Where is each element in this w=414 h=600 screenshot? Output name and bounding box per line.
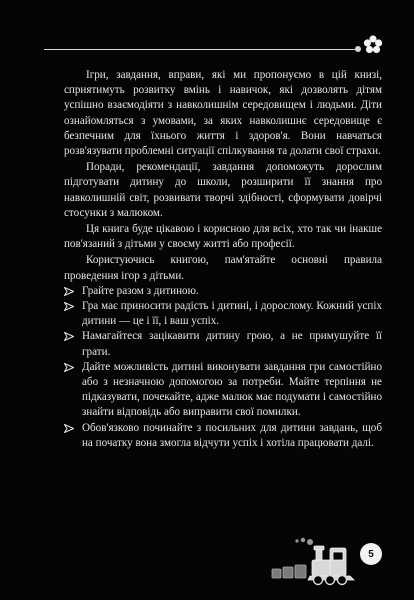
arrow-icon <box>64 424 74 433</box>
header-line <box>44 49 360 50</box>
page-number: 5 <box>360 543 382 565</box>
rule-text: Грайте разом з дитиною. <box>82 284 199 297</box>
rule-item <box>64 360 382 421</box>
arrow-icon <box>64 363 74 372</box>
rule-text: Намагайтеся зацікавити дитину грою, а не примушуйте її грати. <box>82 330 382 358</box>
smoke-puffs <box>295 538 313 545</box>
rule-text: Обов'язково починайте з посильних для дитини завдань, щоб на початку вона змогла відчути успіх і хотіла працювати далі. <box>82 421 382 449</box>
rule-text: Гра має приносити радість і дитині, і дорослому. Кожний успіх дитини — це і її, і ваш успіх. <box>82 300 382 328</box>
audience-paragraph: Ця книга буде цікавою і корисною для всіх, хто так чи інакше пов'язаний з дітьми у своєму житті або професії. <box>64 223 382 251</box>
rule-item <box>64 284 382 299</box>
page-body <box>64 68 382 451</box>
arrow-icon <box>64 287 74 296</box>
arrow-icon <box>64 332 74 341</box>
rules-intro-paragraph: Користуючись книгою, пам'ятайте основні правила проведення ігор з дітьми. <box>64 254 382 282</box>
header-dot <box>355 46 361 52</box>
advice-paragraph: Поради, рекомендації, завдання допоможуть дорослим підготувати дитину до школи, розширити її знання про навколишній світ, розвивати творчі здібності, сформувати довірчі стосунки з малюком. <box>64 161 382 219</box>
flower-icon <box>362 34 384 56</box>
rule-item <box>64 421 382 451</box>
rule-text: Дайте можливість дитині виконувати завдання гри самостійно або з незначною допомогою за потреби. Майте терпіння не підказувати, почекайте, адже малюк має подумати і самостійно знайти відповідь або виправити свої помилки. <box>82 360 382 419</box>
rules-list <box>64 284 382 451</box>
rule-item <box>64 329 382 359</box>
block-wagons <box>272 565 306 578</box>
rule-item <box>64 299 382 329</box>
arrow-icon <box>64 302 74 311</box>
wheels <box>314 576 347 585</box>
intro-paragraph: Ігри, завдання, вправи, які ми пропонуємо в цій книзі, сприятимуть розвитку вмінь і навичок, які дозволять дітям успішно взаємодіяти з навколишнім середовищем і людьми. Діти ознайомляться з умовами, за яких навколишнє середовище є безпечним для їхнього життя і здоров'я. Вони навчаться розв'язувати проблемні ситуації спілкування та долати свої страхи. <box>64 69 382 158</box>
